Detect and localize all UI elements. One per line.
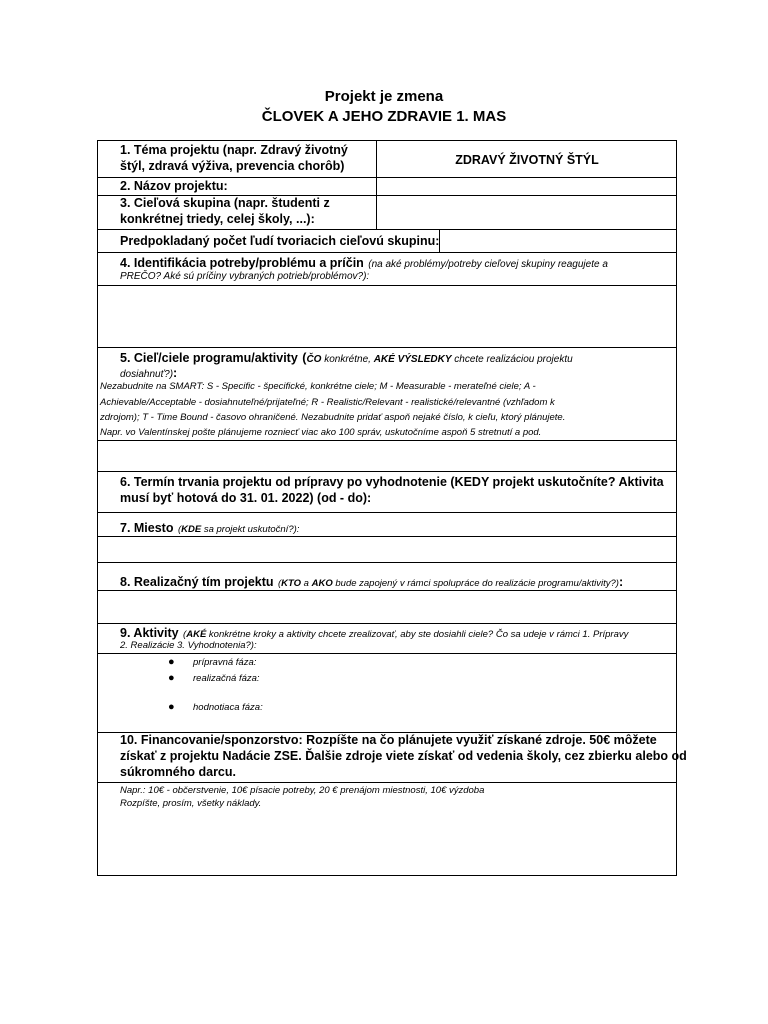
goal-label-line: 5. Cieľ/ciele programu/aktivity (ČO konkrétne, AKÉ VÝSLEDKY chcete realizáciou projektu — [120, 351, 573, 365]
finance-line-1: 10. Financovanie/sponzorstvo: Rozpíšte na čo plánujete využiť získané zdroje. 50€ môžete — [120, 733, 657, 747]
need-header-row — [97, 253, 677, 286]
team-answer-area[interactable] — [97, 591, 677, 624]
smart-line-4: Napr. vo Valentínskej pošte plánujeme roznieсť viac ako 100 správ, uskutočníme aspoň 5 stretnutí a pod. — [100, 427, 542, 438]
goal-hint-2: dosiahnuť?): — [120, 366, 178, 380]
place-answer-area[interactable] — [97, 537, 677, 563]
smart-line-1: Nezabudnite na SMART: S - Specific - špecifické, konkrétne ciele; M - Measurable - merateľné ciele; A - — [100, 381, 536, 392]
activities-label: 9. Aktivity — [120, 626, 179, 640]
bullet-icon: ● — [168, 701, 175, 713]
team-label-line: 8. Realizačný tím projektu (KTO a AKO bude zapojený v rámci spolupráce do realizácie programu/aktivity?): — [120, 575, 624, 589]
term-label-line-2: musí byť hotová do 31. 01. 2022) (od - do): — [120, 491, 372, 505]
finance-hint-1: Napr.: 10€ - občerstvenie, 10€ písacie potreby, 20 € prenájom miestnosti, 10€ výzdoba — [120, 785, 485, 796]
finance-hint-2: Rozpíšte, prosím, všetky náklady. — [120, 798, 262, 809]
phase-evaluation: hodnotiaca fáza: — [193, 702, 263, 713]
need-hint-1: (na aké problémy/potreby cieľovej skupiny reagujete a — [368, 259, 608, 270]
phase-realization: realizačná fáza: — [193, 673, 260, 684]
activities-hint-2: 2. Realizácie 3. Vyhodnotenia?): — [120, 640, 257, 651]
name-label: 2. Názov projektu: — [120, 179, 228, 193]
need-answer-area[interactable] — [97, 286, 677, 348]
phases-area[interactable] — [97, 654, 677, 733]
need-hint-2: PREČO? Aké sú príčiny vybraných potrieb/problémov?): — [120, 271, 370, 282]
activities-header-row — [97, 624, 677, 654]
finance-header-row — [97, 733, 687, 783]
phase-preparation: prípravná fáza: — [193, 657, 257, 668]
goals-answer-area[interactable] — [97, 441, 677, 472]
place-label-line: 7. Miesto (KDE sa projekt uskutoční?): — [120, 521, 300, 535]
goal-label: 5. Cieľ/ciele programu/aktivity — [120, 351, 298, 365]
target-label-line-2: konkrétnej triedy, celej školy, ...): — [120, 212, 315, 226]
topic-value[interactable]: ZDRAVÝ ŽIVOTNÝ ŠTÝL — [455, 153, 599, 167]
smart-line-2: Achievable/Acceptable - dosiahnuteľné/prijateľné; R - Realistic/Relevant - realistické/relevantné (vzhľadom k — [100, 397, 555, 408]
finance-answer-area[interactable] — [97, 783, 677, 876]
team-label: 8. Realizačný tím projektu — [120, 575, 274, 589]
document-subtitle: ČLOVEK A JEHO ZDRAVIE 1. MAS — [261, 108, 507, 125]
finance-line-3: súkromného darcu. — [120, 765, 236, 779]
document-title: Projekt je zmena — [324, 88, 444, 105]
target-group-row — [97, 196, 677, 230]
topic-label-line-1: 1. Téma projektu (napr. Zdravý životný — [120, 143, 348, 157]
team-row — [97, 563, 677, 591]
term-row — [97, 472, 677, 513]
topic-label-line-2: štýl, zdravá výživa, prevencia chorôb) — [120, 159, 345, 173]
place-label: 7. Miesto — [120, 521, 174, 535]
need-label: 4. Identifikácia potreby/problému a príčin — [120, 256, 364, 270]
bullet-icon: ● — [168, 656, 175, 668]
people-count-row — [97, 230, 677, 253]
place-row — [97, 513, 677, 537]
goals-header-row — [97, 348, 677, 441]
target-label-line-1: 3. Cieľová skupina (napr. študenti z — [120, 196, 330, 210]
term-label-line-1: 6. Termín trvania projektu od prípravy po vyhodnotenie (KEDY projekt uskutočníte? Aktivita — [120, 475, 664, 489]
people-count-label: Predpokladaný počet ľudí tvoriacich cieľovú skupinu: — [120, 234, 440, 248]
finance-line-2: získať z projektu Nadácie ZSE. Ďalšie zdroje viete získať od vedenia školy, cez zbierku alebo od — [120, 749, 687, 763]
activities-label-line: 9. Aktivity (AKÉ konkrétne kroky a aktivity chcete zrealizovať, aby ste dosiahli ciele? Čo sa udeje v rámci 1. Prípravy — [120, 626, 629, 640]
smart-line-3: zdrojom); T - Time Bound - časovo ohraničené. Nezabudnite pridať aspoň nejaké číslo, k cieľu, ktorý plánujete. — [100, 412, 566, 423]
name-row — [97, 178, 677, 196]
topic-row — [97, 140, 677, 178]
bullet-icon: ● — [168, 672, 175, 684]
